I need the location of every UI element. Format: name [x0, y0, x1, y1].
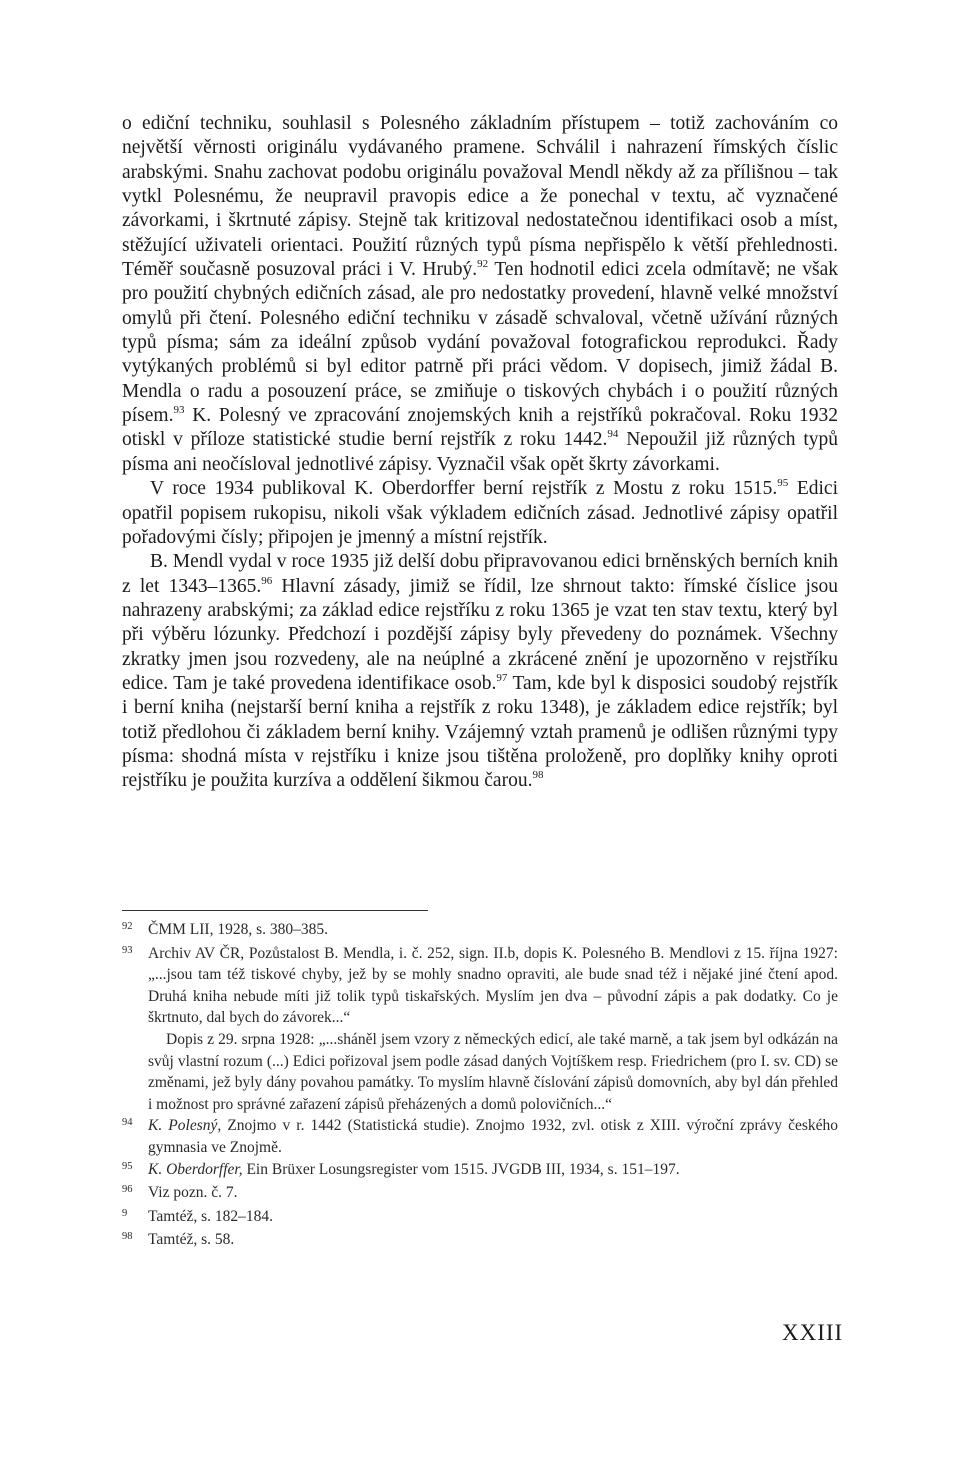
footnote-93-continuation: Dopis z 29. srpna 1928: „...sháněl jsem vzory z německých edicí, ale také marně, a tak jsem byl odkázán na svůj vlastní rozum (...) Edici pořizoval jsem podle zásad daných Vojtíškem resp. Friedrichem (pro I. sv. CD) se změnami, jež byly dány povahou památky. To myslím hlavně číslování zápisů domovních, aby byl dán přehled i možnost pro správné zařazení zápisů přeházených a domů polovičních...“: [148, 1030, 838, 1113]
text-run: Tam, kde byl k disposici soudobý rejstřík i berní kniha (nejstarší berní kniha a rejstřík z roku 1348), je základem edice rejstřík; byl totiž předlohou či základem berní knihy. Vzájemný vztah pramenů je odlišen různými typy písma: shodná místa v rejstříku i knize jsou tištěna proloženě, pro doplňky knihy oproti rejstříku je použita kurzíva a oddělení šikmou čarou.: [122, 672, 838, 792]
footnote-ref: 97: [496, 671, 508, 684]
footnote-number-text: 93: [122, 944, 133, 956]
footnote-number: [122, 943, 148, 1029]
text-run: Nepoužil již různých typů písma ani neočísloval jednotlivé zápisy. Vyznačil však opět škrty závorkami.: [122, 429, 838, 475]
footnote-ref: 92: [477, 258, 489, 271]
footnote-ref: 98: [532, 769, 544, 782]
footnote-text: [148, 1115, 838, 1158]
footnote-number-text: 94: [122, 1117, 133, 1129]
footnote-separator: [122, 910, 428, 911]
footnote-text: Viz pozn. č. 7.: [148, 1184, 238, 1202]
page-number: XXIII: [782, 1320, 844, 1345]
citation: Ein Brüxer Losungsregister vom 1515. JVGDB III, 1934, s. 151–197.: [242, 1160, 680, 1178]
text-run: o ediční techniku, souhlasil s Polesného základním přístupem – totiž zachováním co největší věrnosti originálu vydávaného pramene. Schválil i nahrazení římských číslic arabskými. Snahu zachovat podobu originálu považoval Mendl někdy až za přílišnou – tak vytkl Polesnému, že neupravil pravopis edice a že ponechal v textu, ač vyznačené závorkami, i škrtnuté zápisy. Stejně tak kritizoval nedostatečnou identifikaci osob a míst, stěžující uživateli orientaci. Použití různých typů písma nepřispělo k větší přehlednosti. Téměř současně posuzoval práci i V. Hrubý.: [122, 113, 838, 281]
author-name: K. Oberdorffer,: [148, 1160, 243, 1178]
footnote-number-text: 96: [122, 1184, 133, 1196]
footnote-number-text: 9: [122, 1207, 128, 1219]
footnote-93: [122, 943, 838, 1029]
author-name: K. Polesný,: [148, 1117, 222, 1135]
footnote-92: [122, 919, 838, 943]
footnote-text: Tamtéž, s. 58.: [148, 1231, 235, 1249]
footnote-number: [122, 1115, 148, 1158]
footnote-97: [122, 1206, 838, 1230]
footnotes: [122, 919, 838, 1253]
text-run: B. Mendl vydal v roce 1935 již delší dobu připravovanou edici brněnských berních knih z let 1343–1365.: [122, 551, 838, 597]
main-text: [122, 112, 838, 794]
footnote-text: ČMM LII, 1928, s. 380–385.: [148, 921, 328, 938]
footnote-text: [148, 1159, 838, 1183]
text-run: Hlavní zásady, jimiž se řídil, lze shrnout takto: římské číslice jsou nahrazeny arabskými; za základ edice rejstříku z roku 1365 je vzat ten stav textu, který byl při výběru lózunky. Předchozí i pozdější zápisy byly převedeny do poznámek. Všechny zkratky jmen jsou rozvedeny, ale na neúplné a zkrácené znění je upozorněno v rejstříku edice. Tam je také provedena identifikace osob.: [122, 575, 838, 694]
footnote-number-text: 98: [122, 1231, 133, 1243]
paragraph-3: [122, 550, 838, 793]
text-run: Ten hodnotil edici zcela odmítavě; ne však pro použití chybných edičních zásad, ale pro nedostatky provedení, hlavně velké množství omylů při čtení. Polesného ediční techniku v zásadě schvaloval, včetně užívání různých typů písma; sám za ideální způsob vydání považoval fotografickou reprodukci. Řady vytýkaných problémů si byl editor patrně při práci vědom. V dopisech, jimiž žádal B. Mendla o radu a posouzení práce, se zmiňuje o tiskových chybách i o použití různých písem.: [122, 259, 838, 427]
footnote-number: [122, 1182, 148, 1206]
text-run: Edici opatřil popisem rukopisu, nikoli však výkladem edičních zásad. Jednotlivé zápisy opatřil pořadovými čísly; připojen je jmenný a místní rejstřík.: [122, 478, 838, 548]
footnote-number: [122, 1159, 148, 1183]
footnote-ref: 95: [777, 477, 789, 490]
footnote-ref: 93: [173, 404, 185, 417]
footnote-number: [122, 919, 148, 943]
footnote-number: [122, 1229, 148, 1253]
footnote-number: [122, 1206, 148, 1230]
footnote-94: [122, 1115, 838, 1158]
citation: Znojmo v r. 1442 (Statistická studie). Znojmo 1932, zvl. otisk z XIII. výroční zprávy českého gymnasia ve Znojmě.: [148, 1117, 838, 1156]
footnote-number-text: 95: [122, 1160, 133, 1172]
footnote-95: [122, 1159, 838, 1183]
paragraph-2: [122, 477, 838, 550]
text-run: K. Polesný ve zpracování znojemských knih a rejstříků pokračoval. Roku 1932 otiskl v příloze statistické studie berní rejstřík z roku 1442.: [122, 405, 838, 451]
footnote-number-text: 92: [122, 921, 133, 932]
footnote-96: [122, 1182, 838, 1206]
paragraph-1: [122, 112, 838, 477]
footnote-ref: 94: [607, 428, 619, 441]
text-run: V roce 1934 publikoval K. Oberdorffer berní rejstřík z Mostu z roku 1515.: [150, 478, 778, 500]
footnote-text: Archiv AV ČR, Pozůstalost B. Mendla, i. č. 252, sign. II.b, dopis K. Polesného B. Mendlovi z 15. října 1927: „...jsou tam též tiskové chyby, jež by se mohly snadno opraviti, ale bude snad též i nějaké jiné čtení apod. Druhá kniha nebude míti již tolik typů tiskařských. Myslím jen dva – původní zápis a pak dodatky. Co je škrtnuto, dal bych do závorek...“: [148, 944, 838, 1027]
footnote-98: [122, 1229, 838, 1253]
footnote-ref: 96: [261, 574, 273, 587]
footnote-text: Tamtéž, s. 182–184.: [148, 1207, 274, 1225]
